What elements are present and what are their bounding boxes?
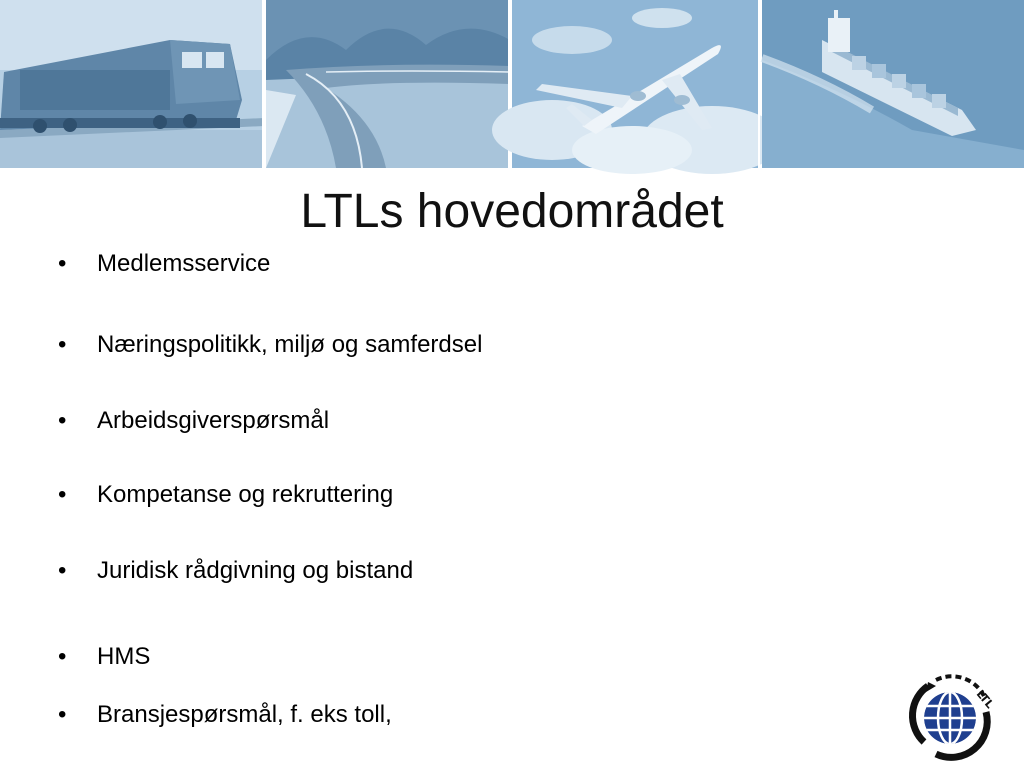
globe-icon: [924, 692, 976, 744]
container-ship-photo: [762, 0, 1024, 168]
bullet-dot: •: [58, 701, 67, 728]
header-banner: [0, 0, 1024, 168]
bullet-text: Medlemsservice: [97, 250, 271, 277]
bullet-text: Arbeidsgiverspørsmål: [97, 407, 330, 434]
bullet-dot: •: [58, 557, 67, 584]
bullet-text: Juridisk rådgivning og bistand: [97, 557, 414, 584]
train-photo: [0, 0, 264, 168]
bullet-dot: •: [58, 481, 67, 508]
road-photo: [266, 0, 510, 168]
airplane-photo: [512, 0, 760, 168]
bullet-text: Bransjespørsmål, f. eks toll,: [97, 701, 392, 728]
logo-text: LTL: [973, 687, 997, 712]
bullet-dot: •: [58, 407, 67, 434]
bullet-dot: •: [58, 250, 67, 277]
slide-title: LTLs hovedområdet: [300, 185, 724, 238]
bullet-text: HMS: [97, 643, 151, 670]
bullet-dot: •: [58, 643, 67, 670]
bullet-text: Kompetanse og rekruttering: [97, 481, 394, 508]
ltl-logo: [906, 672, 997, 760]
bullet-text: Næringspolitikk, miljø og samferdsel: [97, 331, 483, 358]
bullet-dot: •: [58, 331, 67, 358]
